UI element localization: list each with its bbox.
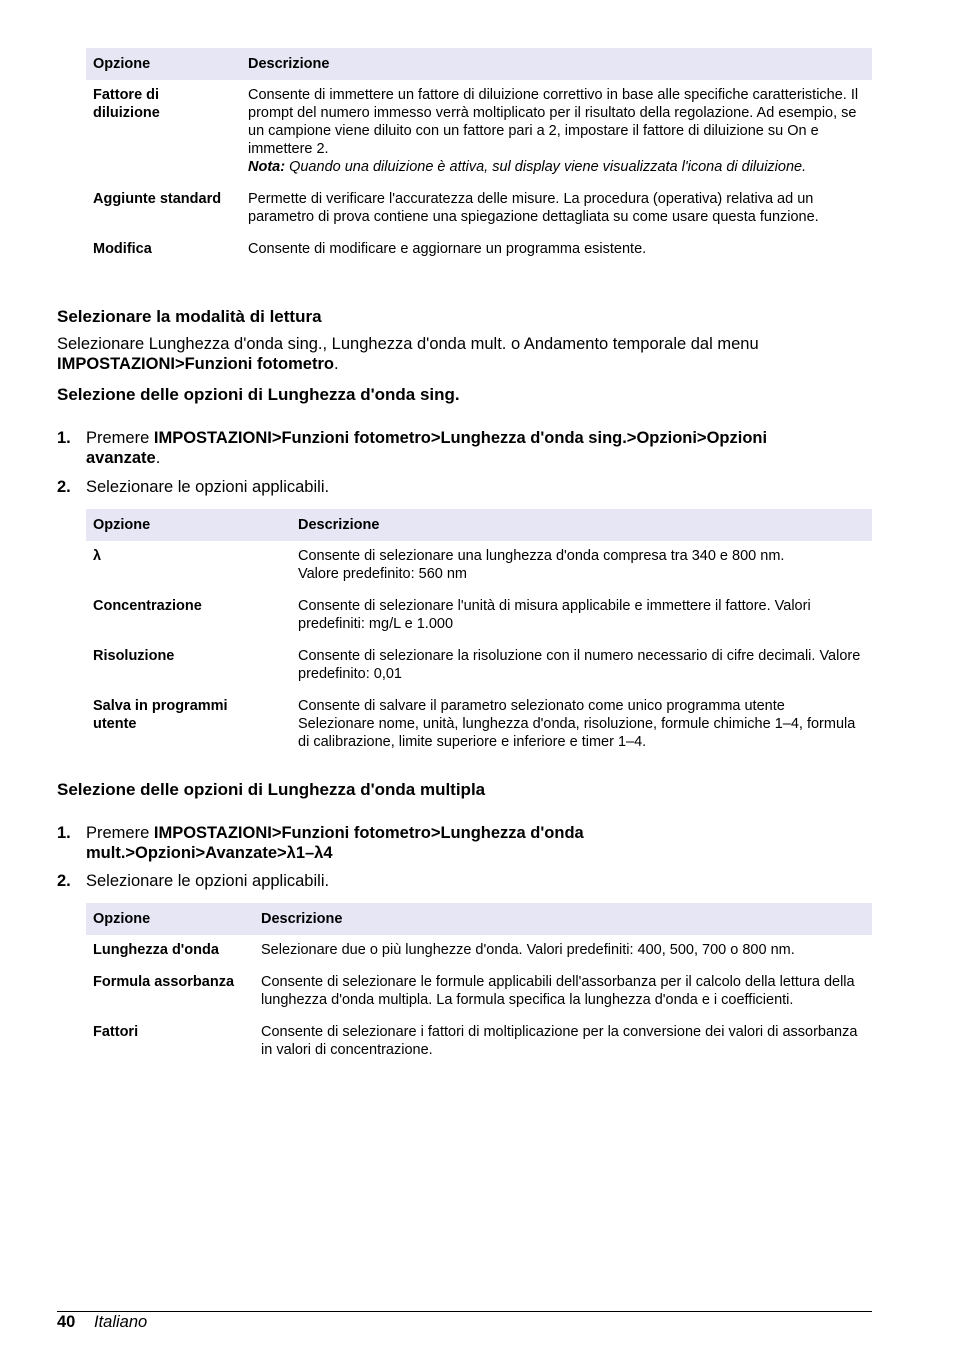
option-name: Modifica bbox=[93, 241, 152, 257]
step-item bbox=[57, 871, 857, 891]
table-header-row bbox=[86, 509, 872, 541]
option-description bbox=[241, 80, 872, 184]
option-description: Consente di selezionare la risoluzione con il numero necessario di cifre decimali. Valore predefinito: 0,01 bbox=[298, 648, 861, 682]
note-label: Nota: bbox=[248, 159, 286, 175]
description-text: Consente di immettere un fattore di diluizione correttivo in base alle specifiche caratteristiche. Il prompt del numero immesso verrà moltiplicato per il risultato della regolazione. Ad esempio, se un campione viene diluito con un fattore pari a 2, impostare il fattore di diluizione su On e immettere 2. bbox=[248, 87, 859, 157]
punctuation: . bbox=[333, 355, 339, 373]
step-prefix: Premere bbox=[86, 429, 150, 447]
table-row bbox=[86, 184, 872, 234]
step-text: Selezionare le opzioni applicabili. bbox=[86, 478, 330, 496]
punctuation: . bbox=[155, 449, 161, 467]
table-row bbox=[86, 935, 872, 967]
options-table-general bbox=[86, 48, 872, 266]
option-description: Consente di modificare e aggiornare un programma esistente. bbox=[248, 241, 647, 257]
step-number: 2. bbox=[57, 478, 71, 496]
option-description: Permette di verificare l'accuratezza delle misure. La procedura (operativa) relativa ad un parametro di prova contiene una spiegazione dettagliata su come usare questa funzione. bbox=[248, 191, 819, 225]
section-heading-single-wavelength: Selezione delle opzioni di Lunghezza d'onda sing. bbox=[57, 385, 460, 404]
table-row bbox=[86, 967, 872, 1017]
description-text: Selezionare nome, unità, lunghezza d'onda, risoluzione, formule chimiche 1–4, formula di calibrazione, limite superiore e inferiore e timer 1–4. bbox=[298, 716, 856, 750]
table-row bbox=[86, 80, 872, 184]
column-header-option: Opzione bbox=[86, 48, 241, 80]
table-row bbox=[86, 541, 872, 591]
menu-path: IMPOSTAZIONI>Funzioni fotometro>Lunghezza d'onda bbox=[153, 824, 584, 842]
section-heading-reading-mode: Selezionare la modalità di lettura bbox=[57, 307, 322, 326]
option-name: Fattori bbox=[93, 1024, 139, 1040]
description-text: Consente di salvare il parametro selezionato come unico programma utente bbox=[298, 698, 785, 714]
option-name bbox=[86, 691, 291, 759]
paragraph-text: Selezionare Lunghezza d'onda sing., Lunghezza d'onda mult. o Andamento temporale dal menu bbox=[57, 335, 759, 353]
option-name bbox=[86, 80, 241, 184]
footer-language: Italiano bbox=[94, 1313, 148, 1331]
column-header-description: Descrizione bbox=[291, 509, 872, 541]
table-row bbox=[86, 591, 872, 641]
reading-mode-paragraph bbox=[57, 334, 857, 374]
option-name: Formula assorbanza bbox=[93, 974, 235, 990]
table-row bbox=[86, 234, 872, 266]
option-description: Selezionare due o più lunghezze d'onda. Valori predefiniti: 400, 500, 700 o 800 nm. bbox=[261, 942, 795, 958]
description-text: Valore predefinito: 560 nm bbox=[298, 566, 468, 582]
option-description: Consente di selezionare le formule applicabili dell'assorbanza per il calcolo della lettura della lunghezza d'onda multipla. La formula specifica la lunghezza d'onda e i coefficienti. bbox=[261, 974, 855, 1008]
menu-path: IMPOSTAZIONI>Funzioni fotometro>Lunghezza d'onda sing.>Opzioni>Opzioni bbox=[153, 429, 768, 447]
step-number: 2. bbox=[57, 872, 71, 890]
description-text: Consente di selezionare una lunghezza d'onda compresa tra 340 e 800 nm. bbox=[298, 548, 785, 564]
option-description bbox=[291, 691, 872, 759]
column-header-description: Descrizione bbox=[254, 903, 872, 935]
step-text bbox=[86, 428, 857, 468]
table-row bbox=[86, 1017, 872, 1067]
option-name: λ bbox=[93, 548, 102, 564]
menu-path: IMPOSTAZIONI>Funzioni fotometro bbox=[57, 355, 334, 373]
option-name: Concentrazione bbox=[93, 598, 202, 614]
step-item bbox=[57, 428, 857, 468]
step-prefix: Premere bbox=[86, 824, 150, 842]
options-table-multi-wavelength bbox=[86, 903, 872, 1067]
option-description: Consente di selezionare l'unità di misura applicabile e immettere il fattore. Valori predefiniti: mg/L e 1.000 bbox=[298, 598, 811, 632]
option-name-line: Fattore di bbox=[93, 87, 160, 103]
column-header-description: Descrizione bbox=[241, 48, 872, 80]
footer-divider bbox=[57, 1311, 872, 1312]
option-name: Risoluzione bbox=[93, 648, 175, 664]
section-heading-multi-wavelength: Selezione delle opzioni di Lunghezza d'onda multipla bbox=[57, 780, 486, 799]
step-text: Selezionare le opzioni applicabili. bbox=[86, 872, 330, 890]
menu-path: avanzate bbox=[86, 449, 156, 467]
table-header-row bbox=[86, 48, 872, 80]
menu-path: mult.>Opzioni>Avanzate>λ1–λ4 bbox=[86, 844, 333, 862]
step-number: 1. bbox=[57, 824, 71, 842]
step-item bbox=[57, 477, 857, 497]
step-text bbox=[86, 823, 857, 863]
column-header-option: Opzione bbox=[86, 903, 254, 935]
option-name: Lunghezza d'onda bbox=[93, 942, 219, 958]
option-name-line: utente bbox=[93, 716, 137, 732]
step-number: 1. bbox=[57, 429, 71, 447]
option-description bbox=[291, 541, 872, 591]
step-item bbox=[57, 823, 857, 863]
option-name: Aggiunte standard bbox=[93, 191, 222, 207]
column-header-option: Opzione bbox=[86, 509, 291, 541]
option-name-line: Salva in programmi bbox=[93, 698, 228, 714]
table-header-row bbox=[86, 903, 872, 935]
option-name-line: diluizione bbox=[93, 105, 160, 121]
option-description: Consente di selezionare i fattori di moltiplicazione per la conversione dei valori di assorbanza in valori di concentrazione. bbox=[261, 1024, 858, 1058]
table-row bbox=[86, 641, 872, 691]
table-row bbox=[86, 691, 872, 759]
note-text: Quando una diluizione è attiva, sul display viene visualizzata l'icona di diluizione. bbox=[289, 159, 807, 175]
options-table-single-wavelength bbox=[86, 509, 872, 759]
page-number: 40 bbox=[57, 1313, 76, 1331]
